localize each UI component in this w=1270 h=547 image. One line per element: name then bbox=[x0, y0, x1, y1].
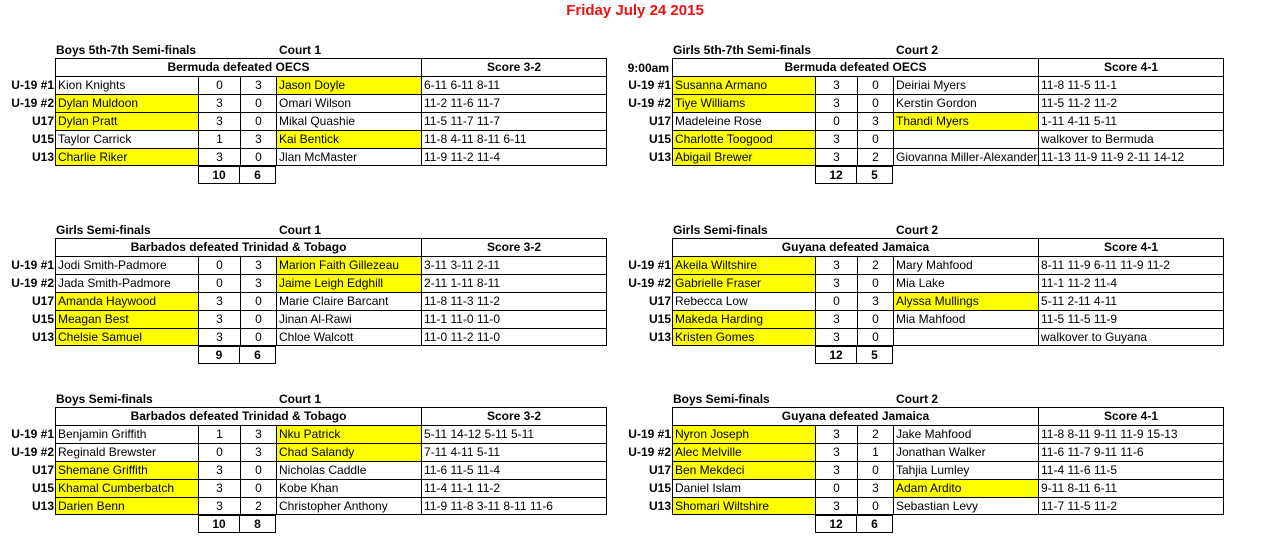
player-two: Sebastian Levy bbox=[893, 497, 1038, 515]
team-score: Score 3-2 bbox=[421, 58, 607, 76]
game-scores: 11-9 11-2 11-4 bbox=[421, 148, 607, 166]
player-two: Kobe Khan bbox=[276, 479, 421, 497]
player-two-games: 3 bbox=[240, 274, 276, 292]
player-one: Meagan Best bbox=[55, 310, 198, 328]
division-label: U15 bbox=[648, 481, 671, 495]
match-block bbox=[0, 391, 610, 533]
player-two: Kai Bentick bbox=[276, 130, 421, 148]
player-two: Jaime Leigh Edghill bbox=[276, 274, 421, 292]
player-one-games: 0 bbox=[198, 76, 240, 94]
game-scores: 11-8 11-3 11-2 bbox=[421, 292, 607, 310]
player-two-games: 1 bbox=[857, 443, 893, 461]
player-one-games: 0 bbox=[198, 274, 240, 292]
table-row bbox=[0, 292, 610, 310]
player-two: Alyssa Mullings bbox=[893, 292, 1038, 310]
table-row bbox=[0, 94, 610, 112]
division-label: U13 bbox=[31, 330, 54, 344]
player-two-games: 0 bbox=[240, 148, 276, 166]
event-title: Boys Semi-finals bbox=[56, 392, 153, 406]
division-label: U17 bbox=[31, 463, 54, 477]
player-two-games: 0 bbox=[857, 76, 893, 94]
division-label: U15 bbox=[31, 312, 54, 326]
game-scores: 11-8 11-5 11-1 bbox=[1038, 76, 1224, 94]
matchup-title: Bermuda defeated OECS bbox=[672, 58, 1038, 76]
player-one: Daniel Islam bbox=[672, 479, 815, 497]
player-two: Jonathan Walker bbox=[893, 443, 1038, 461]
player-two: Jinan Al-Rawi bbox=[276, 310, 421, 328]
player-one: Susanna Armano bbox=[672, 76, 815, 94]
player-two-games: 0 bbox=[240, 479, 276, 497]
division-label: U-19 #2 bbox=[11, 445, 54, 459]
block-header bbox=[617, 391, 1227, 407]
player-one: Rebecca Low bbox=[672, 292, 815, 310]
game-scores: 11-5 11-7 11-7 bbox=[421, 112, 607, 130]
player-two-games: 0 bbox=[240, 112, 276, 130]
total-one: 12 bbox=[815, 346, 857, 364]
player-two: Thandi Myers bbox=[893, 112, 1038, 130]
game-scores: 2-11 1-11 8-11 bbox=[421, 274, 607, 292]
player-two: Mary Mahfood bbox=[893, 256, 1038, 274]
player-one: Alec Melville bbox=[672, 443, 815, 461]
player-two: Tahjia Lumley bbox=[893, 461, 1038, 479]
division-label: U13 bbox=[31, 499, 54, 513]
player-one-games: 1 bbox=[198, 425, 240, 443]
player-two-games: 2 bbox=[857, 256, 893, 274]
player-two-games: 0 bbox=[240, 310, 276, 328]
table-row bbox=[617, 443, 1227, 461]
player-two-games: 0 bbox=[857, 274, 893, 292]
event-title: Girls 5th-7th Semi-finals bbox=[673, 43, 812, 57]
player-one-games: 0 bbox=[815, 112, 857, 130]
division-label: U-19 #1 bbox=[628, 78, 671, 92]
division-label: U15 bbox=[31, 481, 54, 495]
player-one-games: 3 bbox=[815, 328, 857, 346]
division-label: U13 bbox=[31, 150, 54, 164]
table-row bbox=[617, 425, 1227, 443]
player-one: Jada Smith-Padmore bbox=[55, 274, 198, 292]
matchup-title: Guyana defeated Jamaica bbox=[672, 407, 1038, 425]
player-one: Jodi Smith-Padmore bbox=[55, 256, 198, 274]
division-label: U13 bbox=[648, 499, 671, 513]
division-label: U-19 #2 bbox=[628, 96, 671, 110]
player-two-games: 0 bbox=[857, 461, 893, 479]
court-label: Court 2 bbox=[896, 392, 938, 406]
total-two: 5 bbox=[857, 346, 893, 364]
player-one-games: 0 bbox=[815, 292, 857, 310]
player-two-games: 3 bbox=[240, 130, 276, 148]
player-two: Nicholas Caddle bbox=[276, 461, 421, 479]
game-scores: 5-11 14-12 5-11 5-11 bbox=[421, 425, 607, 443]
player-one-games: 3 bbox=[198, 94, 240, 112]
player-one-games: 3 bbox=[815, 497, 857, 515]
game-scores: 6-11 6-11 8-11 bbox=[421, 76, 607, 94]
player-two-games: 0 bbox=[857, 310, 893, 328]
table-row bbox=[0, 76, 610, 94]
player-one-games: 3 bbox=[815, 256, 857, 274]
player-two-games: 2 bbox=[240, 497, 276, 515]
total-one: 10 bbox=[198, 166, 240, 184]
event-title: Girls Semi-finals bbox=[673, 223, 768, 237]
page-title: Friday July 24 2015 bbox=[566, 2, 704, 19]
table-row bbox=[0, 274, 610, 292]
division-label: U-19 #2 bbox=[11, 96, 54, 110]
player-one-games: 3 bbox=[815, 274, 857, 292]
matchup-row bbox=[617, 407, 1227, 425]
game-scores: 11-4 11-1 11-2 bbox=[421, 479, 607, 497]
game-scores: 11-6 11-7 9-11 11-6 bbox=[1038, 443, 1224, 461]
total-one: 9 bbox=[198, 346, 240, 364]
player-one-games: 3 bbox=[815, 310, 857, 328]
division-label: U13 bbox=[648, 150, 671, 164]
player-two: Marion Faith Gillezeau bbox=[276, 256, 421, 274]
player-two: Adam Ardito bbox=[893, 479, 1038, 497]
player-two: Deiriai Myers bbox=[893, 76, 1038, 94]
court-label: Court 1 bbox=[279, 392, 321, 406]
game-scores: 11-1 11-2 11-4 bbox=[1038, 274, 1224, 292]
game-scores: 11-5 11-2 11-2 bbox=[1038, 94, 1224, 112]
totals-row bbox=[617, 346, 1227, 364]
player-one: Nyron Joseph bbox=[672, 425, 815, 443]
player-one-games: 3 bbox=[198, 328, 240, 346]
total-two: 5 bbox=[857, 166, 893, 184]
player-one: Charlotte Toogood bbox=[672, 130, 815, 148]
player-one: Charlie Riker bbox=[55, 148, 198, 166]
table-row bbox=[0, 497, 610, 515]
player-two-games: 0 bbox=[857, 130, 893, 148]
matchup-row bbox=[0, 58, 610, 76]
player-two: Chloe Walcott bbox=[276, 328, 421, 346]
player-one: Shomari Wiltshire bbox=[672, 497, 815, 515]
player-two-games: 3 bbox=[857, 479, 893, 497]
division-label: U17 bbox=[648, 114, 671, 128]
game-scores: 1-11 4-11 5-11 bbox=[1038, 112, 1224, 130]
matchup-title: Barbados defeated Trinidad & Tobago bbox=[55, 407, 421, 425]
player-one-games: 3 bbox=[198, 310, 240, 328]
division-label: U13 bbox=[648, 330, 671, 344]
team-score: Score 4-1 bbox=[1038, 407, 1224, 425]
player-two-games: 3 bbox=[857, 292, 893, 310]
table-row bbox=[0, 310, 610, 328]
table-row bbox=[0, 461, 610, 479]
game-scores: 11-2 11-6 11-7 bbox=[421, 94, 607, 112]
player-two: Giovanna Miller-Alexander bbox=[893, 148, 1038, 166]
division-label: U-19 #2 bbox=[628, 276, 671, 290]
player-one: Tiye Williams bbox=[672, 94, 815, 112]
player-one-games: 1 bbox=[198, 130, 240, 148]
game-scores: 11-8 8-11 9-11 11-9 15-13 bbox=[1038, 425, 1224, 443]
game-scores: 11-8 4-11 8-11 6-11 bbox=[421, 130, 607, 148]
player-one: Abigail Brewer bbox=[672, 148, 815, 166]
player-two-games: 0 bbox=[240, 94, 276, 112]
team-score: Score 3-2 bbox=[421, 238, 607, 256]
player-two: Mia Mahfood bbox=[893, 310, 1038, 328]
player-one: Dylan Pratt bbox=[55, 112, 198, 130]
player-one-games: 3 bbox=[815, 425, 857, 443]
table-row bbox=[0, 256, 610, 274]
player-two: Jake Mahfood bbox=[893, 425, 1038, 443]
table-row bbox=[617, 130, 1227, 148]
table-row bbox=[617, 292, 1227, 310]
player-one-games: 3 bbox=[198, 497, 240, 515]
matchup-title: Bermuda defeated OECS bbox=[55, 58, 421, 76]
player-one: Reginald Brewster bbox=[55, 443, 198, 461]
player-one-games: 3 bbox=[198, 479, 240, 497]
player-one-games: 3 bbox=[198, 292, 240, 310]
division-label: U-19 #1 bbox=[11, 258, 54, 272]
player-one: Khamal Cumberbatch bbox=[55, 479, 198, 497]
player-one: Shemane Griffith bbox=[55, 461, 198, 479]
table-row bbox=[0, 479, 610, 497]
totals-row bbox=[0, 515, 610, 533]
division-label: U-19 #2 bbox=[628, 445, 671, 459]
player-two-games: 2 bbox=[857, 425, 893, 443]
player-one: Madeleine Rose bbox=[672, 112, 815, 130]
game-scores: 11-7 11-5 11-2 bbox=[1038, 497, 1224, 515]
player-two-games: 3 bbox=[240, 256, 276, 274]
player-two: Chad Salandy bbox=[276, 443, 421, 461]
player-one-games: 3 bbox=[815, 461, 857, 479]
table-row bbox=[617, 76, 1227, 94]
total-two: 8 bbox=[240, 515, 276, 533]
match-block bbox=[617, 222, 1227, 364]
totals-row bbox=[617, 166, 1227, 184]
event-title: Girls Semi-finals bbox=[56, 223, 151, 237]
match-block bbox=[617, 391, 1227, 533]
player-one-games: 0 bbox=[815, 479, 857, 497]
game-scores: 11-13 11-9 11-9 2-11 14-12 bbox=[1038, 148, 1224, 166]
division-label: U-19 #1 bbox=[628, 427, 671, 441]
division-label: U17 bbox=[31, 114, 54, 128]
player-one: Akeila Wiltshire bbox=[672, 256, 815, 274]
total-one: 12 bbox=[815, 515, 857, 533]
player-two: Mia Lake bbox=[893, 274, 1038, 292]
player-two: Marie Claire Barcant bbox=[276, 292, 421, 310]
player-two-games: 0 bbox=[857, 328, 893, 346]
matchup-row bbox=[617, 58, 1227, 76]
team-score: Score 4-1 bbox=[1038, 58, 1224, 76]
game-scores: 11-1 11-0 11-0 bbox=[421, 310, 607, 328]
match-block bbox=[0, 42, 610, 184]
player-two: Omari Wilson bbox=[276, 94, 421, 112]
player-two-games: 0 bbox=[240, 328, 276, 346]
game-scores: 8-11 11-9 6-11 11-9 11-2 bbox=[1038, 256, 1224, 274]
table-row bbox=[0, 328, 610, 346]
player-one-games: 3 bbox=[815, 148, 857, 166]
match-block bbox=[617, 42, 1227, 184]
player-two: Mikal Quashie bbox=[276, 112, 421, 130]
court-label: Court 1 bbox=[279, 43, 321, 57]
player-two-games: 3 bbox=[857, 112, 893, 130]
table-row bbox=[617, 112, 1227, 130]
player-one-games: 0 bbox=[198, 256, 240, 274]
player-one: Gabrielle Fraser bbox=[672, 274, 815, 292]
block-header bbox=[0, 42, 610, 58]
player-two bbox=[893, 328, 1038, 346]
total-one: 12 bbox=[815, 166, 857, 184]
player-two: Kerstin Gordon bbox=[893, 94, 1038, 112]
player-two-games: 2 bbox=[857, 148, 893, 166]
total-two: 6 bbox=[240, 346, 276, 364]
block-header bbox=[0, 391, 610, 407]
totals-row bbox=[617, 515, 1227, 533]
game-scores: 7-11 4-11 5-11 bbox=[421, 443, 607, 461]
player-one: Amanda Haywood bbox=[55, 292, 198, 310]
player-one-games: 3 bbox=[815, 443, 857, 461]
player-one: Makeda Harding bbox=[672, 310, 815, 328]
division-label: U-19 #2 bbox=[11, 276, 54, 290]
matchup-title: Guyana defeated Jamaica bbox=[672, 238, 1038, 256]
player-one-games: 3 bbox=[815, 76, 857, 94]
event-title: Boys Semi-finals bbox=[673, 392, 770, 406]
court-label: Court 1 bbox=[279, 223, 321, 237]
game-scores: walkover to Guyana bbox=[1038, 328, 1224, 346]
player-one-games: 3 bbox=[815, 130, 857, 148]
event-title: Boys 5th-7th Semi-finals bbox=[56, 43, 197, 57]
table-row bbox=[0, 130, 610, 148]
player-one-games: 3 bbox=[198, 461, 240, 479]
player-two-games: 3 bbox=[240, 76, 276, 94]
player-one: Taylor Carrick bbox=[55, 130, 198, 148]
team-score: Score 4-1 bbox=[1038, 238, 1224, 256]
game-scores: 3-11 3-11 2-11 bbox=[421, 256, 607, 274]
table-row bbox=[0, 112, 610, 130]
division-label: U-19 #1 bbox=[628, 258, 671, 272]
player-one-games: 3 bbox=[198, 112, 240, 130]
player-one: Benjamin Griffith bbox=[55, 425, 198, 443]
game-scores: 11-9 11-8 3-11 8-11 11-6 bbox=[421, 497, 607, 515]
player-two bbox=[893, 130, 1038, 148]
player-one: Kion Knights bbox=[55, 76, 198, 94]
table-row bbox=[0, 148, 610, 166]
table-row bbox=[617, 148, 1227, 166]
total-two: 6 bbox=[857, 515, 893, 533]
player-two: Nku Patrick bbox=[276, 425, 421, 443]
division-label: U-19 #1 bbox=[11, 78, 54, 92]
player-one: Darien Benn bbox=[55, 497, 198, 515]
matchup-row bbox=[0, 407, 610, 425]
player-one: Dylan Muldoon bbox=[55, 94, 198, 112]
player-two-games: 0 bbox=[857, 497, 893, 515]
table-row bbox=[617, 461, 1227, 479]
table-row bbox=[617, 94, 1227, 112]
start-time: 9:00am bbox=[627, 61, 669, 75]
game-scores: 11-6 11-5 11-4 bbox=[421, 461, 607, 479]
court-label: Court 2 bbox=[896, 43, 938, 57]
player-one: Chelsie Samuel bbox=[55, 328, 198, 346]
table-row bbox=[617, 256, 1227, 274]
match-block bbox=[0, 222, 610, 364]
matchup-row bbox=[617, 238, 1227, 256]
player-two-games: 0 bbox=[240, 461, 276, 479]
player-one-games: 3 bbox=[815, 94, 857, 112]
matchup-row bbox=[0, 238, 610, 256]
table-row bbox=[617, 274, 1227, 292]
player-two: Christopher Anthony bbox=[276, 497, 421, 515]
game-scores: 9-11 8-11 6-11 bbox=[1038, 479, 1224, 497]
totals-row bbox=[0, 346, 610, 364]
table-row bbox=[617, 497, 1227, 515]
player-one: Kristen Gomes bbox=[672, 328, 815, 346]
player-two: Jason Doyle bbox=[276, 76, 421, 94]
table-row bbox=[617, 328, 1227, 346]
table-row bbox=[0, 425, 610, 443]
total-one: 10 bbox=[198, 515, 240, 533]
player-two-games: 3 bbox=[240, 443, 276, 461]
player-one-games: 0 bbox=[198, 443, 240, 461]
game-scores: 11-5 11-5 11-9 bbox=[1038, 310, 1224, 328]
block-header bbox=[617, 222, 1227, 238]
game-scores: 11-0 11-2 11-0 bbox=[421, 328, 607, 346]
player-two-games: 0 bbox=[857, 94, 893, 112]
division-label: U15 bbox=[31, 132, 54, 146]
game-scores: walkover to Bermuda bbox=[1038, 130, 1224, 148]
game-scores: 5-11 2-11 4-11 bbox=[1038, 292, 1224, 310]
division-label: U17 bbox=[31, 294, 54, 308]
division-label: U17 bbox=[648, 463, 671, 477]
player-one: Ben Mekdeci bbox=[672, 461, 815, 479]
matchup-title: Barbados defeated Trinidad & Tobago bbox=[55, 238, 421, 256]
totals-row bbox=[0, 166, 610, 184]
division-label: U15 bbox=[648, 132, 671, 146]
division-label: U17 bbox=[648, 294, 671, 308]
player-one-games: 3 bbox=[198, 148, 240, 166]
court-label: Court 2 bbox=[896, 223, 938, 237]
division-label: U15 bbox=[648, 312, 671, 326]
game-scores: 11-4 11-6 11-5 bbox=[1038, 461, 1224, 479]
player-two-games: 0 bbox=[240, 292, 276, 310]
player-two-games: 3 bbox=[240, 425, 276, 443]
team-score: Score 3-2 bbox=[421, 407, 607, 425]
block-header bbox=[0, 222, 610, 238]
table-row bbox=[617, 479, 1227, 497]
table-row bbox=[617, 310, 1227, 328]
table-row bbox=[0, 443, 610, 461]
division-label: U-19 #1 bbox=[11, 427, 54, 441]
player-two: Jlan McMaster bbox=[276, 148, 421, 166]
total-two: 6 bbox=[240, 166, 276, 184]
